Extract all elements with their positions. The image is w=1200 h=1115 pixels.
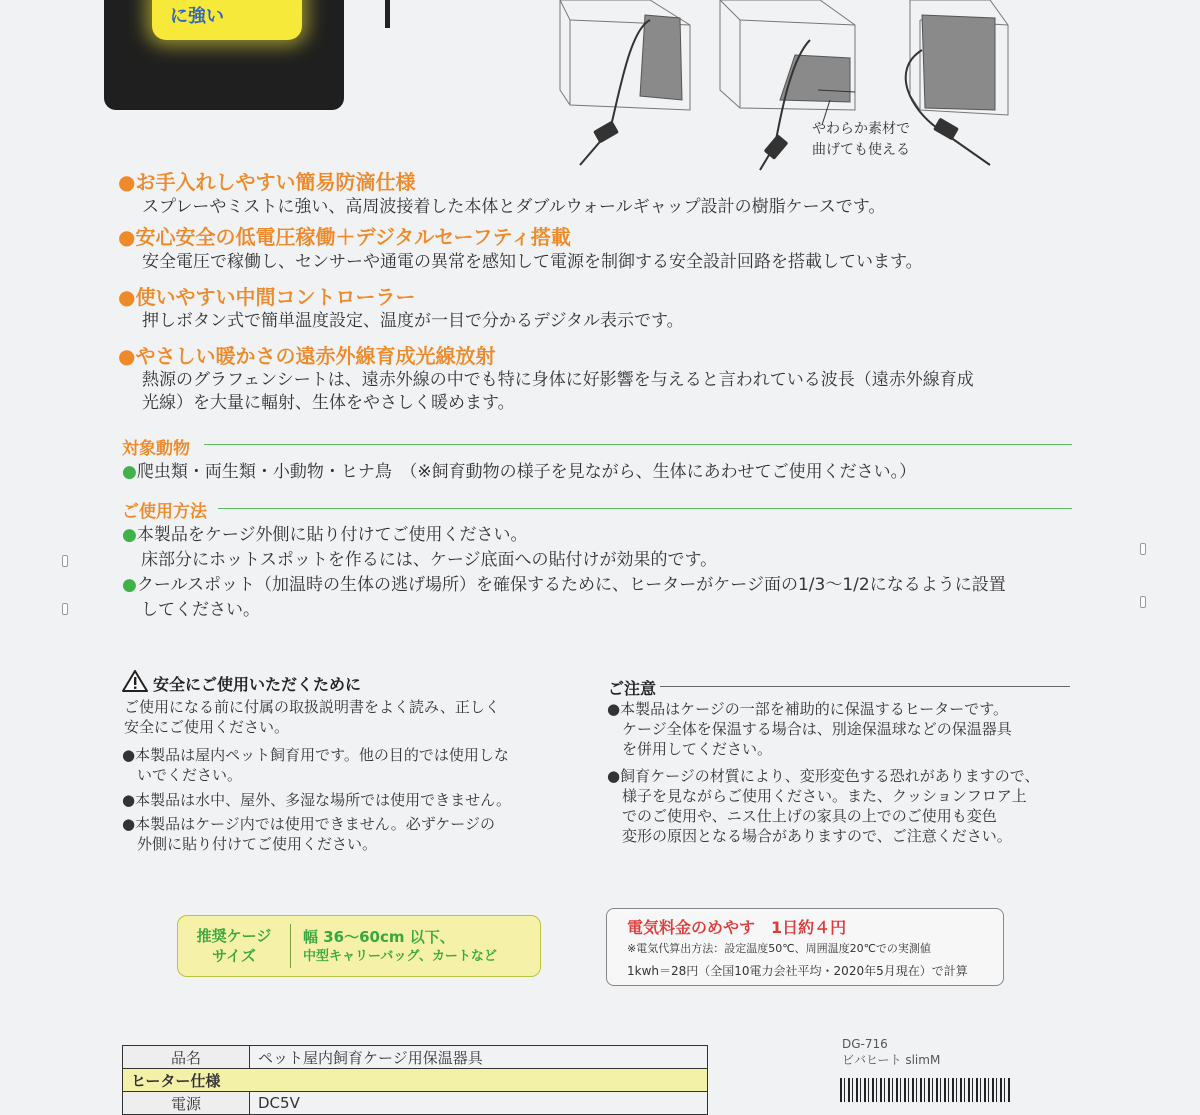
spec-table: [122, 1045, 708, 1115]
package-clip: [62, 555, 68, 567]
table-row: [123, 1069, 708, 1092]
spec-value: ペット屋内飼育ケージ用保温器具: [250, 1046, 708, 1069]
electricity-cost-note: 1kwh＝28円（全国10電力会社平均・2020年5月現在）で計算: [627, 964, 968, 978]
electricity-cost-title: 電気料金のめやす 1日約４円: [627, 918, 847, 937]
caution-divider: [660, 686, 1070, 687]
cage-size-value-line: 中型キャリーバッグ、カートなど: [303, 949, 497, 964]
safety-line: 安全にご使用ください。: [124, 718, 290, 736]
product-code-number: DG-716: [842, 1037, 888, 1051]
warning-triangle-icon: [122, 670, 148, 692]
cage-size-label-line: 推奨ケージ: [196, 927, 272, 945]
product-code: [842, 1036, 940, 1068]
caution-line: でのご使用や、ニス仕上げの家具の上でのご使用も変色: [607, 807, 997, 825]
safety-line: 外側に貼り付けてご使用ください。: [122, 835, 378, 853]
safety-item: ●本製品は水中、屋外、多湿な場所では使用できません。: [122, 791, 511, 809]
electricity-cost-box: [606, 908, 1004, 986]
cage-size-label: [178, 916, 290, 976]
safety-item: [122, 745, 509, 785]
target-animals-value: 爬虫類・両生類・小動物・ヒナ鳥 （※飼育動物の様子を見ながら、生体にあわせてご使用ください。）: [136, 462, 917, 482]
feature-heading: ●お手入れしやすい簡易防滴仕様: [118, 170, 416, 194]
diagram-note-line: やわらか素材で: [812, 121, 910, 137]
caution-heading: ご注意: [608, 679, 657, 698]
section-divider: [218, 508, 1072, 509]
feature-heading: ●安心安全の低電圧稼働＋デジタルセーフティ搭載: [118, 225, 571, 249]
package-clip: [1140, 596, 1146, 608]
cage-size-value: [303, 927, 497, 967]
spec-key: 電源: [123, 1092, 250, 1115]
bullet: ●: [122, 575, 137, 595]
safety-line: ●本製品は屋内ペット飼育用です。他の目的では使用しな: [122, 746, 509, 764]
safety-item: [122, 814, 495, 854]
cage-diagram: [550, 0, 1010, 175]
feature-body: スプレーやミストに強い、高周波接着した本体とダブルウォールギャップ設計の樹脂ケースです。: [142, 197, 886, 217]
caution-item: [607, 699, 1012, 759]
usage-line: 本製品をケージ外側に貼り付けてご使用ください。: [136, 525, 528, 545]
safety-line: ●本製品はケージ内では使用できません。必ずケージの: [122, 815, 495, 833]
spec-key: 品名: [123, 1046, 250, 1069]
product-code-name: ビバヒート slimM: [842, 1053, 941, 1067]
usage-item: [122, 523, 1006, 623]
cage-size-label-line: サイズ: [212, 947, 256, 965]
section-divider: [204, 444, 1072, 445]
electricity-cost-note: ※電気代算出方法：設定温度50℃、周囲温度20℃での実測値: [627, 942, 931, 955]
caution-item: [607, 766, 1040, 846]
safety-intro: [124, 697, 500, 737]
bullet: ●: [122, 525, 137, 545]
usage-line: してください。: [141, 600, 260, 620]
usage-line: クールスポット（加温時の生体の逃げ場所）を確保するために、ヒーターがケージ面の1/3〜1/2になるように設置: [136, 575, 1006, 595]
package-clip: [1140, 543, 1146, 555]
safety-line: いでください。: [122, 766, 243, 784]
cage-size-value-line: 幅 36〜60cm 以下、: [303, 928, 455, 946]
bullet: ●: [122, 462, 137, 482]
caution-line: 変形の原因となる場合がありますので、ご注意ください。: [607, 827, 1012, 845]
table-row: [123, 1092, 708, 1115]
product-cord: [385, 0, 390, 28]
usage-line: 床部分にホットスポットを作るには、ケージ底面への貼付けが効果的です。: [141, 550, 718, 570]
caution-line: ●飼育ケージの材質により、変形変色する恐れがありますので、: [607, 767, 1040, 785]
diagram-note-line: 曲げても使える: [812, 142, 910, 158]
recommended-cage-size-box: [177, 915, 541, 977]
caution-line: ケージ全体を保温する場合は、別途保温球などの保温器具: [607, 720, 1012, 738]
table-row: [123, 1046, 708, 1069]
spec-section: ヒーター仕様: [123, 1069, 708, 1092]
feature-heading: ●使いやすい中間コントローラー: [118, 285, 416, 309]
cage-size-divider: [290, 924, 291, 968]
caution-line: ●本製品はケージの一部を補助的に保温するヒーターです。: [607, 700, 1008, 718]
feature-body: 押しボタン式で簡単温度設定、温度が一目で分かるデジタル表示です。: [142, 311, 684, 331]
target-animals-text: [122, 460, 916, 485]
feature-body: 光線）を大量に輻射、生体をやさしく暖めます。: [142, 393, 515, 413]
caution-line: 様子を見ながらご使用ください。また、クッションフロア上: [607, 787, 1027, 805]
feature-body: 熱源のグラフェンシートは、遠赤外線の中でも特に身体に好影響を与えると言われている波長（遠赤外線育成: [142, 370, 974, 390]
spec-value: DC5V: [250, 1092, 708, 1115]
package-clip: [62, 603, 68, 615]
safety-line: ご使用になる前に付属の取扱説明書をよく読み、正しく: [124, 698, 500, 716]
usage-heading: ご使用方法: [122, 502, 207, 522]
product-badge-text: に強い: [170, 6, 224, 27]
diagram-note: [812, 119, 910, 161]
safety-heading: 安全にご使用いただくために: [153, 675, 362, 694]
feature-body: 安全電圧で稼働し、センサーや通電の異常を感知して電源を制御する安全設計回路を搭載しています。: [142, 252, 923, 272]
feature-heading: ●やさしい暖かさの遠赤外線育成光線放射: [118, 344, 496, 368]
caution-line: を併用してください。: [607, 740, 773, 758]
barcode: [840, 1078, 1010, 1102]
target-animals-heading: 対象動物: [122, 439, 190, 459]
